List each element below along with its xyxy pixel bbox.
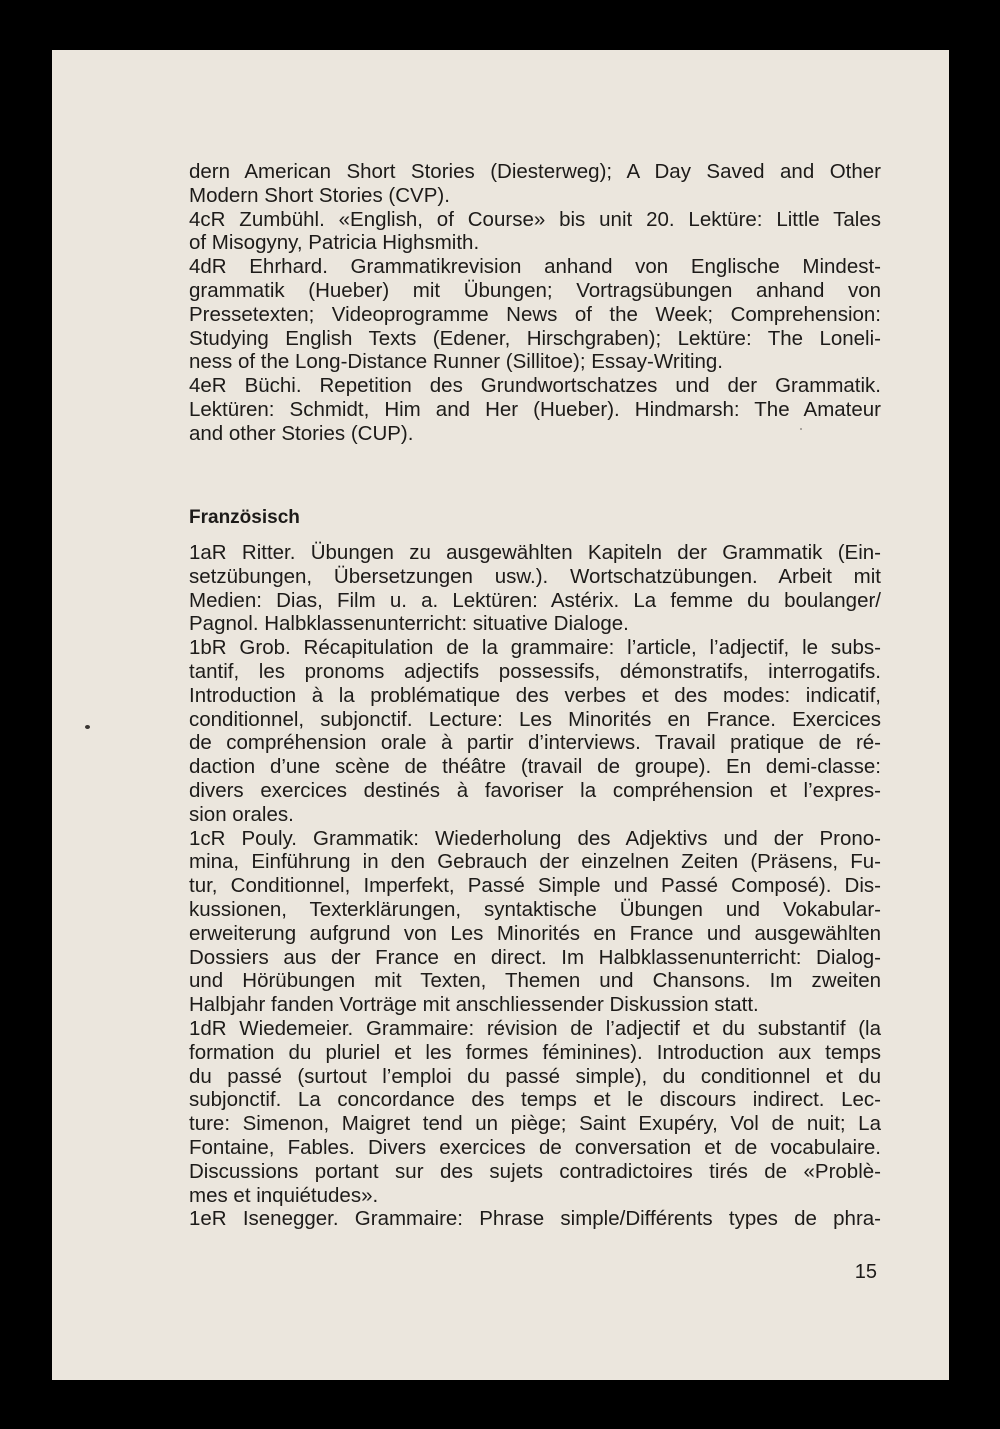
text-line: du passé (surtout l’emploi du passé simple), du conditionnel et du: [189, 1064, 881, 1088]
text-line: 4cR Zumbühl. «English, of Course» bis unit 20. Lektüre: Little Tales: [189, 207, 881, 231]
text-line: setzübungen, Übersetzungen usw.). Wortschatzübungen. Arbeit mit: [189, 564, 881, 588]
text-line: Pagnol. Halbklassenunterricht: situative Dialoge.: [189, 612, 629, 636]
text-line: 4eR Büchi. Repetition des Grundwortschatzes und der Grammatik.: [189, 374, 881, 398]
document-page: [52, 50, 949, 1380]
text-line: Dossiers aus der France en direct. Im Halbklassenunterricht: Dialog-: [189, 945, 881, 969]
text-line: dern American Short Stories (Diesterweg); A Day Saved and Other: [189, 160, 881, 183]
paper-speck: [85, 725, 90, 729]
text-line: erweiterung aufgrund von Les Minorités en France und ausgewählten: [189, 921, 881, 945]
text-line: mes et inquiétudes».: [189, 1183, 379, 1207]
text-line: subjonctif. La concordance des temps et le discours indirect. Lec-: [189, 1088, 881, 1112]
page-number: 15: [854, 1261, 877, 1283]
text-line: Halbjahr fanden Vorträge mit anschliessender Diskussion statt.: [189, 993, 759, 1017]
paper-speck: [800, 428, 802, 430]
text-line: Introduction à la problématique des verbes et des modes: indicatif,: [189, 683, 881, 707]
text-line: 1dR Wiedemeier. Grammaire: révision de l’adjectif et du substantif (la: [189, 1016, 881, 1040]
text-line: and other Stories (CUP).: [189, 421, 414, 445]
english-section: [189, 160, 881, 446]
french-section: [189, 541, 881, 1231]
text-line: of Misogyny, Patricia Highsmith.: [189, 231, 480, 255]
text-line: 4dR Ehrhard. Grammatikrevision anhand von Englische Mindest-: [189, 255, 881, 279]
text-line: 1aR Ritter. Übungen zu ausgewählten Kapiteln der Grammatik (Ein-: [189, 541, 881, 564]
text-line: conditionnel, subjonctif. Lecture: Les Minorités en France. Exercices: [189, 707, 881, 731]
text-line: de compréhension orale à partir d’interviews. Travail pratique de ré-: [189, 731, 881, 755]
text-line: 1eR Isenegger. Grammaire: Phrase simple/Différents types de phra-: [189, 1207, 881, 1231]
text-line: ness of the Long-Distance Runner (Sillitoe); Essay-Writing.: [189, 350, 723, 374]
text-line: Studying English Texts (Edener, Hirschgraben); Lektüre: The Loneli-: [189, 326, 881, 350]
text-line: divers exercices destinés à favoriser la compréhension et l’expres-: [189, 778, 881, 802]
text-line: Medien: Dias, Film u. a. Lektüren: Astérix. La femme du boulanger/: [189, 588, 881, 612]
text-line: 1bR Grob. Récapitulation de la grammaire: l’article, l’adjectif, le subs-: [189, 636, 881, 660]
text-line: und Hörübungen mit Texten, Themen und Chansons. Im zweiten: [189, 969, 881, 993]
text-line: Modern Short Stories (CVP).: [189, 183, 450, 207]
text-line: Fontaine, Fables. Divers exercices de conversation et de vocabulaire.: [189, 1135, 881, 1159]
text-line: 1cR Pouly. Grammatik: Wiederholung des Adjektivs und der Prono-: [189, 826, 881, 850]
text-line: mina, Einführung in den Gebrauch der einzelnen Zeiten (Präsens, Fu-: [189, 850, 881, 874]
text-line: Lektüren: Schmidt, Him and Her (Hueber). Hindmarsh: The Amateur: [189, 397, 881, 421]
text-line: sion orales.: [189, 802, 294, 826]
text-line: kussionen, Texterklärungen, syntaktische Übungen und Vokabular-: [189, 897, 881, 921]
section-heading-franzoesisch: Französisch: [189, 507, 300, 528]
text-line: formation du pluriel et les formes féminines). Introduction aux temps: [189, 1040, 881, 1064]
text-line: Discussions portant sur des sujets contradictoires tirés de «Problè-: [189, 1159, 881, 1183]
text-line: tur, Conditionnel, Imperfekt, Passé Simple und Passé Composé). Dis-: [189, 874, 881, 898]
text-line: grammatik (Hueber) mit Übungen; Vortragsübungen anhand von: [189, 278, 881, 302]
text-line: Pressetexten; Videoprogramme News of the Week; Comprehension:: [189, 302, 881, 326]
text-line: tantif, les pronoms adjectifs possessifs, démonstratifs, interrogatifs.: [189, 659, 881, 683]
text-line: ture: Simenon, Maigret tend un piège; Saint Exupéry, Vol de nuit; La: [189, 1112, 881, 1136]
text-line: daction d’une scène de théâtre (travail de groupe). En demi-classe:: [189, 755, 881, 779]
